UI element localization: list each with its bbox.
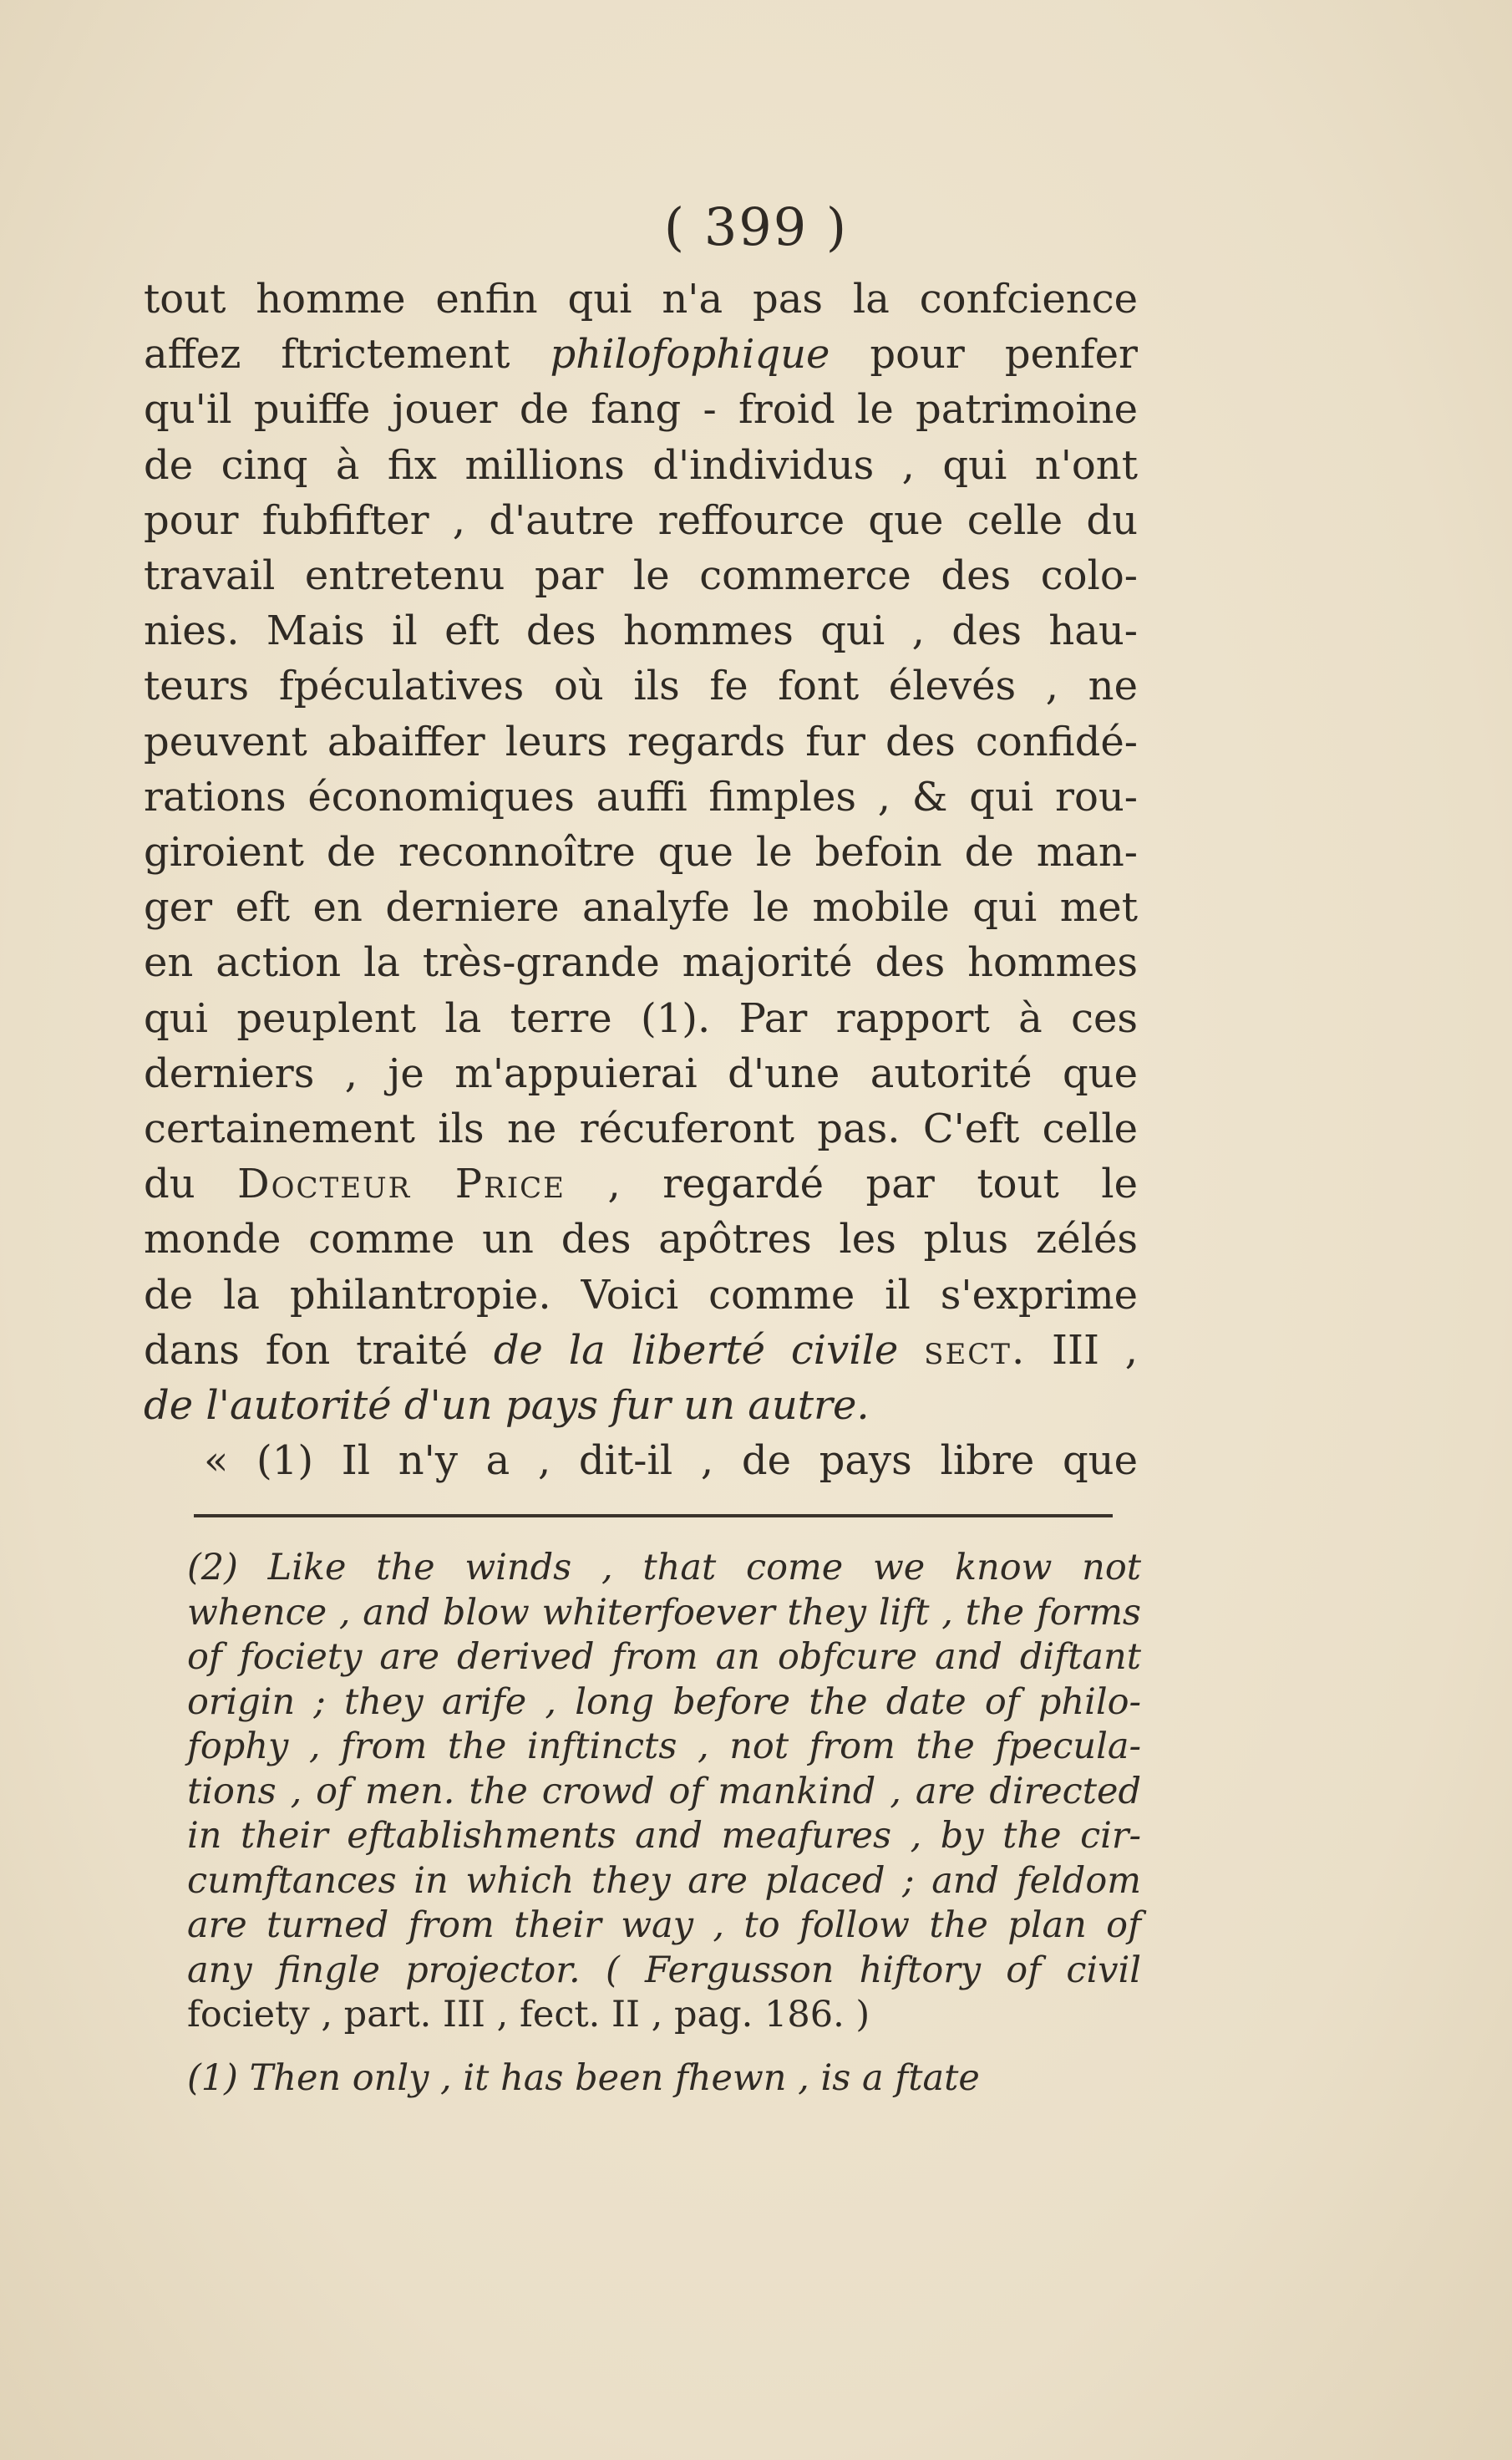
footnote-line: fophy , from the inftincts , not from the fpecula- xyxy=(187,1726,1141,1767)
text-line: qui peuplent la terre (1). Par rapport à ces xyxy=(144,994,1138,1042)
footnote-divider xyxy=(194,1514,1113,1517)
footnote-line: origin ; they arife , long before the date of philo- xyxy=(187,1680,1141,1723)
section-label: sect. xyxy=(924,1326,1027,1374)
text-line: certainement ils ne récuferont pas. C'eft celle xyxy=(144,1105,1138,1153)
text-line: dans fon traité de la liberté civile sect. III , xyxy=(144,1326,1138,1374)
text-line: qu'il puiffe jouer de fang - froid le patrimoine xyxy=(144,386,1138,434)
italic-title: de la liberté civile xyxy=(493,1326,899,1374)
text-line: pour fubfifter , d'autre reffource que celle du xyxy=(144,496,1138,544)
footnote-line: (1) Then only , it has been fhewn , is a ftate xyxy=(187,2056,980,2099)
italic-term: philofophique xyxy=(550,331,830,379)
text-line xyxy=(144,1378,1138,1433)
footnote-line: tions , of men. the crowd of mankind , are directed xyxy=(187,1770,1141,1812)
footnote-line: whence , and blow whiterfoever they lift , the forms xyxy=(187,1591,1141,1634)
footnote-citation-line: fociety , part. III , fect. II , pag. 186. ) xyxy=(187,1994,870,2036)
footnote-line: any fingle projector. ( Fergusson hiftory of civil xyxy=(187,1949,1141,1991)
text-line: giroient de reconnoître que le befoin de man- xyxy=(144,829,1138,877)
text-line: « (1) Il n'y a , dit-il , de pays libre que xyxy=(204,1437,1138,1485)
footnote-line: (2) Like the winds , that come we know not xyxy=(187,1547,1141,1588)
text-line: affez ftrictement philofophique pour penfer xyxy=(144,331,1138,379)
page-number: ( 399 ) xyxy=(663,196,849,257)
text-line: nies. Mais il eft des hommes qui , des hau- xyxy=(144,607,1138,655)
text-line: de cinq à fix millions d'individus , qui n'ont xyxy=(144,441,1138,489)
footnote-line: cumftances in which they are placed ; and feldom xyxy=(187,1859,1141,1902)
text-line: de la philantropie. Voici comme il s'exprime xyxy=(144,1271,1138,1319)
main-text-block xyxy=(144,272,1138,1488)
text-line: derniers , je m'appuierai d'une autorité que xyxy=(144,1050,1138,1097)
footnote-line: are turned from their way , to follow the plan of xyxy=(187,1904,1141,1946)
italic-title: de l'autorité d'un pays fur un autre. xyxy=(144,1382,870,1430)
text-line: peuvent abaiffer leurs regards fur des confidé- xyxy=(144,718,1138,765)
text-line: rations économiques auffi fimples , & qui rou- xyxy=(144,773,1138,821)
text-line: du Docteur Price , regardé par tout le xyxy=(144,1161,1138,1208)
footnote-line: of fociety are derived from an obfcure and diftant xyxy=(187,1636,1141,1678)
author-name-small-caps: Docteur Price xyxy=(237,1161,566,1208)
text-line: tout homme enfin qui n'a pas la confcience xyxy=(144,276,1138,323)
footnote-line: in their eftablishments and meafures , by the cir- xyxy=(187,1815,1141,1857)
text-line: travail entretenu par le commerce des colo- xyxy=(144,552,1138,600)
text-line: en action la très-grande majorité des hommes xyxy=(144,939,1138,987)
text-line: monde comme un des apôtres les plus zélés xyxy=(144,1216,1138,1263)
footnotes-block xyxy=(187,1546,1141,2101)
text-line: teurs fpéculatives où ils fe font élevés , ne xyxy=(144,663,1138,710)
text-line: ger eft en derniere analyfe le mobile qui met xyxy=(144,884,1138,932)
